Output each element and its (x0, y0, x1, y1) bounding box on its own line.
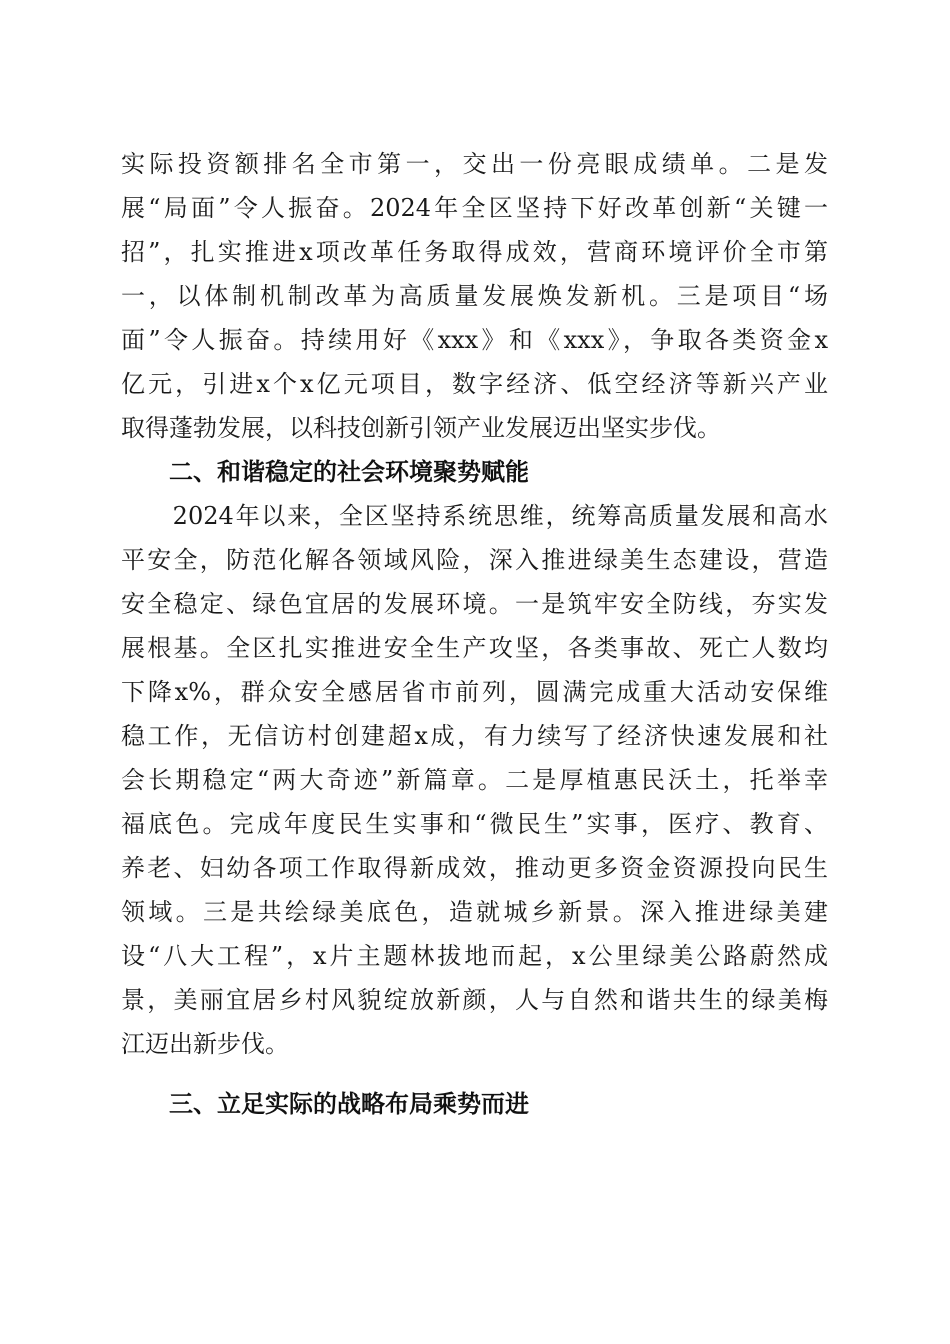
paragraph-2-line-5: 下降x%，群众安全感居省市前列，圆满完成重大活动安保维 (121, 678, 828, 706)
paragraph-1-line-7: 取得蓬勃发展，以科技创新引领产业发展迈出坚实步伐。 (121, 414, 721, 442)
paragraph-2-line-13: 江迈出新步伐。 (121, 1030, 289, 1058)
section-heading-3: 三、立足实际的战略布局乘势而进 (169, 1090, 529, 1118)
paragraph-1-line-6: 亿元，引进x个x亿元项目，数字经济、低空经济等新兴产业 (121, 370, 828, 398)
paragraph-1-line-3: 招”，扎实推进x项改革任务取得成效，营商环境评价全市第 (121, 238, 828, 266)
paragraph-2-line-6: 稳工作，无信访村创建超x成，有力续写了经济快速发展和社 (121, 722, 828, 750)
paragraph-2-line-7: 会长期稳定“两大奇迹”新篇章。二是厚植惠民沃土，托举幸 (121, 766, 828, 794)
paragraph-2-line-2: 平安全，防范化解各领域风险，深入推进绿美生态建设，营造 (121, 546, 828, 574)
paragraph-2-line-12: 景，美丽宜居乡村风貌绽放新颜，人与自然和谐共生的绿美梅 (121, 986, 828, 1014)
paragraph-1-line-4: 一，以体制机制改革为高质量发展焕发新机。三是项目“场 (121, 282, 828, 310)
paragraph-2-line-9: 养老、妇幼各项工作取得新成效，推动更多资金资源投向民生 (121, 854, 828, 882)
paragraph-1-line-5: 面”令人振奋。持续用好《xxx》和《xxx》，争取各类资金x (121, 326, 828, 354)
paragraph-2-line-1: 2024年以来，全区坚持系统思维，统筹高质量发展和高水 (121, 502, 828, 530)
paragraph-2-line-11: 设“八大工程”，x片主题林拔地而起，x公里绿美公路蔚然成 (121, 942, 828, 970)
paragraph-2-line-8: 福底色。完成年度民生实事和“微民生”实事，医疗、教育、 (121, 810, 828, 838)
paragraph-1-line-1: 实际投资额排名全市第一，交出一份亮眼成绩单。二是发 (121, 150, 828, 178)
paragraph-2-line-10: 领域。三是共绘绿美底色，造就城乡新景。深入推进绿美建 (121, 898, 828, 926)
paragraph-1-line-2: 展“局面”令人振奋。2024年全区坚持下好改革创新“关键一 (121, 194, 828, 222)
section-heading-2: 二、和谐稳定的社会环境聚势赋能 (169, 458, 529, 486)
paragraph-2-line-3: 安全稳定、绿色宜居的发展环境。一是筑牢安全防线，夯实发 (121, 590, 828, 618)
paragraph-2-line-4: 展根基。全区扎实推进安全生产攻坚，各类事故、死亡人数均 (121, 634, 828, 662)
